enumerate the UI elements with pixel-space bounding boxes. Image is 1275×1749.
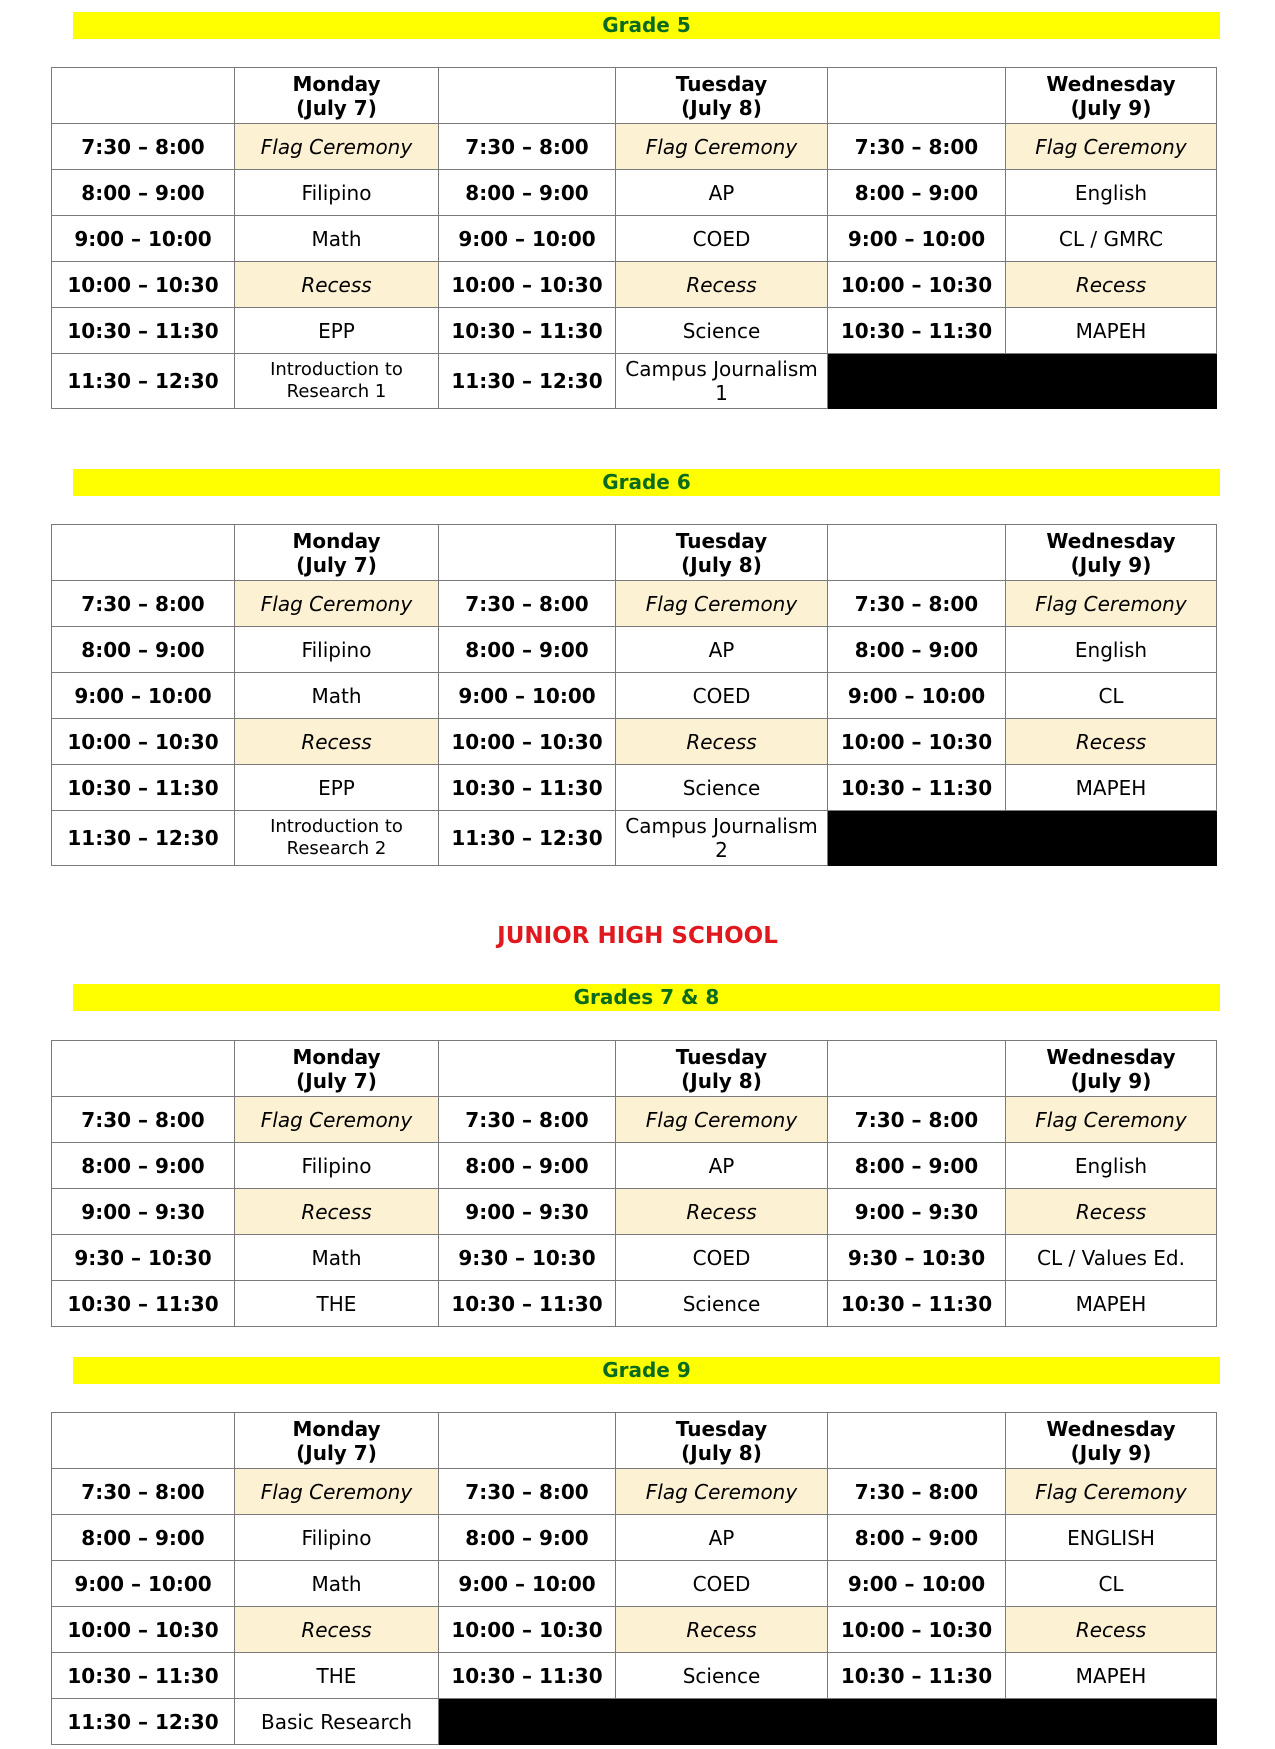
time-cell: 8:00 – 9:00 <box>52 170 235 216</box>
subject-cell: Filipino <box>235 627 439 673</box>
subject-cell: Recess <box>1006 1189 1217 1235</box>
table-row <box>52 354 1217 409</box>
subject-cell: Science <box>616 1653 828 1699</box>
subject-cell: AP <box>616 627 828 673</box>
time-cell: 9:00 – 9:30 <box>439 1189 616 1235</box>
header-empty-cell <box>52 1041 235 1097</box>
time-cell: 11:30 – 12:30 <box>52 1699 235 1745</box>
time-cell: 8:00 – 9:00 <box>439 1143 616 1189</box>
header-tuesday: Tuesday (July 8) <box>616 68 828 124</box>
table-row <box>52 1561 1217 1607</box>
time-cell: 8:00 – 9:00 <box>828 170 1006 216</box>
time-cell: 9:00 – 10:00 <box>52 216 235 262</box>
subject-cell: Flag Ceremony <box>616 581 828 627</box>
time-cell: 10:30 – 11:30 <box>52 308 235 354</box>
header-empty-cell <box>52 1413 235 1469</box>
time-cell: 7:30 – 8:00 <box>52 1097 235 1143</box>
time-cell: 7:30 – 8:00 <box>439 1469 616 1515</box>
time-cell: 10:30 – 11:30 <box>52 765 235 811</box>
subject-cell: Flag Ceremony <box>235 124 439 170</box>
time-cell: 9:30 – 10:30 <box>828 1235 1006 1281</box>
header-monday: Monday (July 7) <box>235 68 439 124</box>
table-row <box>52 170 1217 216</box>
subject-cell: EPP <box>235 308 439 354</box>
subject-cell: THE <box>235 1281 439 1327</box>
table-row <box>52 627 1217 673</box>
subject-cell: AP <box>616 1143 828 1189</box>
time-cell: 10:00 – 10:30 <box>439 719 616 765</box>
table-row <box>52 308 1217 354</box>
table-row <box>52 581 1217 627</box>
time-cell: 9:00 – 10:00 <box>439 1561 616 1607</box>
header-empty-cell <box>439 68 616 124</box>
time-cell: 8:00 – 9:00 <box>52 1143 235 1189</box>
time-cell: 10:30 – 11:30 <box>439 1653 616 1699</box>
subject-cell: Filipino <box>235 170 439 216</box>
time-cell: 9:00 – 10:00 <box>828 1561 1006 1607</box>
redacted-cell <box>1006 1699 1217 1745</box>
header-empty-cell <box>439 1413 616 1469</box>
subject-cell: Recess <box>235 262 439 308</box>
subject-cell: EPP <box>235 765 439 811</box>
schedule-table-grade-6 <box>51 524 1217 866</box>
time-cell: 10:00 – 10:30 <box>828 262 1006 308</box>
table-row <box>52 1607 1217 1653</box>
table-row <box>52 216 1217 262</box>
time-cell: 9:00 – 10:00 <box>439 673 616 719</box>
subject-cell: Campus Journalism 1 <box>616 354 828 409</box>
subject-cell: COED <box>616 1235 828 1281</box>
subject-cell: Flag Ceremony <box>1006 581 1217 627</box>
table-row <box>52 1189 1217 1235</box>
subject-cell: MAPEH <box>1006 765 1217 811</box>
time-cell: 10:30 – 11:30 <box>828 1653 1006 1699</box>
subject-cell: Introduction to Research 2 <box>235 811 439 866</box>
table-row <box>52 1515 1217 1561</box>
table-row <box>52 765 1217 811</box>
header-empty-cell <box>828 525 1006 581</box>
time-cell: 9:30 – 10:30 <box>52 1235 235 1281</box>
subject-cell: Introduction to Research 1 <box>235 354 439 409</box>
subject-cell: MAPEH <box>1006 1281 1217 1327</box>
time-cell: 10:30 – 11:30 <box>439 308 616 354</box>
subject-cell: AP <box>616 170 828 216</box>
header-tuesday: Tuesday (July 8) <box>616 1041 828 1097</box>
section-banner-grade-5: Grade 5 <box>73 12 1220 39</box>
header-monday: Monday (July 7) <box>235 1413 439 1469</box>
header-empty-cell <box>828 68 1006 124</box>
time-cell: 10:30 – 11:30 <box>828 308 1006 354</box>
subject-cell: Recess <box>1006 719 1217 765</box>
redacted-cell <box>1006 811 1217 866</box>
time-cell: 10:30 – 11:30 <box>439 1281 616 1327</box>
header-wednesday: Wednesday (July 9) <box>1006 1413 1217 1469</box>
table-row <box>52 1281 1217 1327</box>
subject-cell: Recess <box>235 719 439 765</box>
time-cell: 10:00 – 10:30 <box>828 719 1006 765</box>
table-header-row <box>52 68 1217 124</box>
time-cell: 10:00 – 10:30 <box>439 1607 616 1653</box>
subject-cell: Flag Ceremony <box>616 1097 828 1143</box>
time-cell: 10:30 – 11:30 <box>52 1281 235 1327</box>
subject-cell: Math <box>235 673 439 719</box>
time-cell: 8:00 – 9:00 <box>52 627 235 673</box>
table-row <box>52 1097 1217 1143</box>
subject-cell: Campus Journalism 2 <box>616 811 828 866</box>
time-cell: 7:30 – 8:00 <box>52 1469 235 1515</box>
subject-cell: Basic Research <box>235 1699 439 1745</box>
subject-cell: CL / GMRC <box>1006 216 1217 262</box>
section-banner-grades-7-8: Grades 7 & 8 <box>73 984 1220 1011</box>
schedule-table-grade-9 <box>51 1412 1217 1745</box>
time-cell: 8:00 – 9:00 <box>828 627 1006 673</box>
time-cell: 10:00 – 10:30 <box>439 262 616 308</box>
subject-cell: English <box>1006 1143 1217 1189</box>
header-empty-cell <box>52 525 235 581</box>
redacted-cell <box>828 811 1006 866</box>
time-cell: 9:00 – 10:00 <box>828 673 1006 719</box>
time-cell: 10:00 – 10:30 <box>52 262 235 308</box>
table-row <box>52 719 1217 765</box>
subject-cell: CL <box>1006 1561 1217 1607</box>
header-empty-cell <box>828 1041 1006 1097</box>
subject-cell: Recess <box>616 1607 828 1653</box>
time-cell: 7:30 – 8:00 <box>828 124 1006 170</box>
subject-cell: CL <box>1006 673 1217 719</box>
time-cell: 7:30 – 8:00 <box>828 1097 1006 1143</box>
table-row <box>52 673 1217 719</box>
time-cell: 9:00 – 9:30 <box>828 1189 1006 1235</box>
time-cell: 10:30 – 11:30 <box>52 1653 235 1699</box>
subject-cell: English <box>1006 627 1217 673</box>
table-row <box>52 124 1217 170</box>
subject-cell: Recess <box>616 262 828 308</box>
subject-cell: Math <box>235 1235 439 1281</box>
time-cell: 10:30 – 11:30 <box>828 1281 1006 1327</box>
time-cell: 11:30 – 12:30 <box>439 811 616 866</box>
subject-cell: CL / Values Ed. <box>1006 1235 1217 1281</box>
time-cell: 7:30 – 8:00 <box>439 581 616 627</box>
header-tuesday: Tuesday (July 8) <box>616 525 828 581</box>
subject-cell: Flag Ceremony <box>1006 1097 1217 1143</box>
time-cell: 7:30 – 8:00 <box>828 581 1006 627</box>
subject-cell: Flag Ceremony <box>616 1469 828 1515</box>
time-cell: 11:30 – 12:30 <box>439 354 616 409</box>
time-cell: 10:30 – 11:30 <box>828 765 1006 811</box>
header-tuesday: Tuesday (July 8) <box>616 1413 828 1469</box>
table-header-row <box>52 1041 1217 1097</box>
time-cell: 8:00 – 9:00 <box>439 1515 616 1561</box>
header-empty-cell <box>52 68 235 124</box>
header-empty-cell <box>439 1041 616 1097</box>
subject-cell: COED <box>616 1561 828 1607</box>
subject-cell: MAPEH <box>1006 308 1217 354</box>
subject-cell: MAPEH <box>1006 1653 1217 1699</box>
junior-high-school-heading: JUNIOR HIGH SCHOOL <box>497 923 778 949</box>
subject-cell: Flag Ceremony <box>1006 124 1217 170</box>
time-cell: 8:00 – 9:00 <box>52 1515 235 1561</box>
header-empty-cell <box>439 525 616 581</box>
time-cell: 9:00 – 10:00 <box>828 216 1006 262</box>
time-cell: 7:30 – 8:00 <box>439 1097 616 1143</box>
subject-cell: Flag Ceremony <box>1006 1469 1217 1515</box>
subject-cell: Filipino <box>235 1515 439 1561</box>
table-row <box>52 1143 1217 1189</box>
subject-cell: Science <box>616 765 828 811</box>
time-cell: 9:30 – 10:30 <box>439 1235 616 1281</box>
time-cell: 8:00 – 9:00 <box>828 1143 1006 1189</box>
subject-cell: Recess <box>1006 262 1217 308</box>
schedule-table-grade-5 <box>51 67 1217 409</box>
subject-cell: English <box>1006 170 1217 216</box>
header-monday: Monday (July 7) <box>235 1041 439 1097</box>
time-cell: 7:30 – 8:00 <box>52 124 235 170</box>
subject-cell: COED <box>616 216 828 262</box>
header-wednesday: Wednesday (July 9) <box>1006 68 1217 124</box>
subject-cell: Recess <box>235 1189 439 1235</box>
header-monday: Monday (July 7) <box>235 525 439 581</box>
time-cell: 8:00 – 9:00 <box>828 1515 1006 1561</box>
subject-cell: Recess <box>1006 1607 1217 1653</box>
time-cell: 9:00 – 10:00 <box>52 673 235 719</box>
subject-cell: Recess <box>616 719 828 765</box>
subject-cell: ENGLISH <box>1006 1515 1217 1561</box>
time-cell: 10:00 – 10:30 <box>828 1607 1006 1653</box>
redacted-cell <box>828 354 1006 409</box>
redacted-cell <box>616 1699 828 1745</box>
subject-cell: AP <box>616 1515 828 1561</box>
redacted-cell <box>1006 354 1217 409</box>
table-row <box>52 1653 1217 1699</box>
table-header-row <box>52 525 1217 581</box>
redacted-cell <box>439 1699 616 1745</box>
table-row <box>52 1235 1217 1281</box>
time-cell: 9:00 – 10:00 <box>52 1561 235 1607</box>
subject-cell: Recess <box>616 1189 828 1235</box>
section-banner-grade-6: Grade 6 <box>73 469 1220 496</box>
time-cell: 8:00 – 9:00 <box>439 170 616 216</box>
time-cell: 11:30 – 12:30 <box>52 811 235 866</box>
subject-cell: Flag Ceremony <box>616 124 828 170</box>
header-wednesday: Wednesday (July 9) <box>1006 525 1217 581</box>
subject-cell: THE <box>235 1653 439 1699</box>
subject-cell: Filipino <box>235 1143 439 1189</box>
table-row <box>52 1469 1217 1515</box>
table-row <box>52 1699 1217 1745</box>
time-cell: 7:30 – 8:00 <box>439 124 616 170</box>
table-header-row <box>52 1413 1217 1469</box>
header-empty-cell <box>828 1413 1006 1469</box>
subject-cell: Flag Ceremony <box>235 581 439 627</box>
section-banner-grade-9: Grade 9 <box>73 1357 1220 1384</box>
table-row <box>52 811 1217 866</box>
time-cell: 8:00 – 9:00 <box>439 627 616 673</box>
subject-cell: Science <box>616 308 828 354</box>
table-row <box>52 262 1217 308</box>
time-cell: 10:00 – 10:30 <box>52 1607 235 1653</box>
subject-cell: Science <box>616 1281 828 1327</box>
time-cell: 9:00 – 10:00 <box>439 216 616 262</box>
redacted-cell <box>828 1699 1006 1745</box>
header-wednesday: Wednesday (July 9) <box>1006 1041 1217 1097</box>
subject-cell: Flag Ceremony <box>235 1097 439 1143</box>
time-cell: 9:00 – 9:30 <box>52 1189 235 1235</box>
time-cell: 7:30 – 8:00 <box>828 1469 1006 1515</box>
schedule-table-grades-7-8 <box>51 1040 1217 1327</box>
time-cell: 11:30 – 12:30 <box>52 354 235 409</box>
time-cell: 10:00 – 10:30 <box>52 719 235 765</box>
subject-cell: Math <box>235 216 439 262</box>
time-cell: 10:30 – 11:30 <box>439 765 616 811</box>
subject-cell: Recess <box>235 1607 439 1653</box>
subject-cell: Flag Ceremony <box>235 1469 439 1515</box>
subject-cell: Math <box>235 1561 439 1607</box>
time-cell: 7:30 – 8:00 <box>52 581 235 627</box>
subject-cell: COED <box>616 673 828 719</box>
